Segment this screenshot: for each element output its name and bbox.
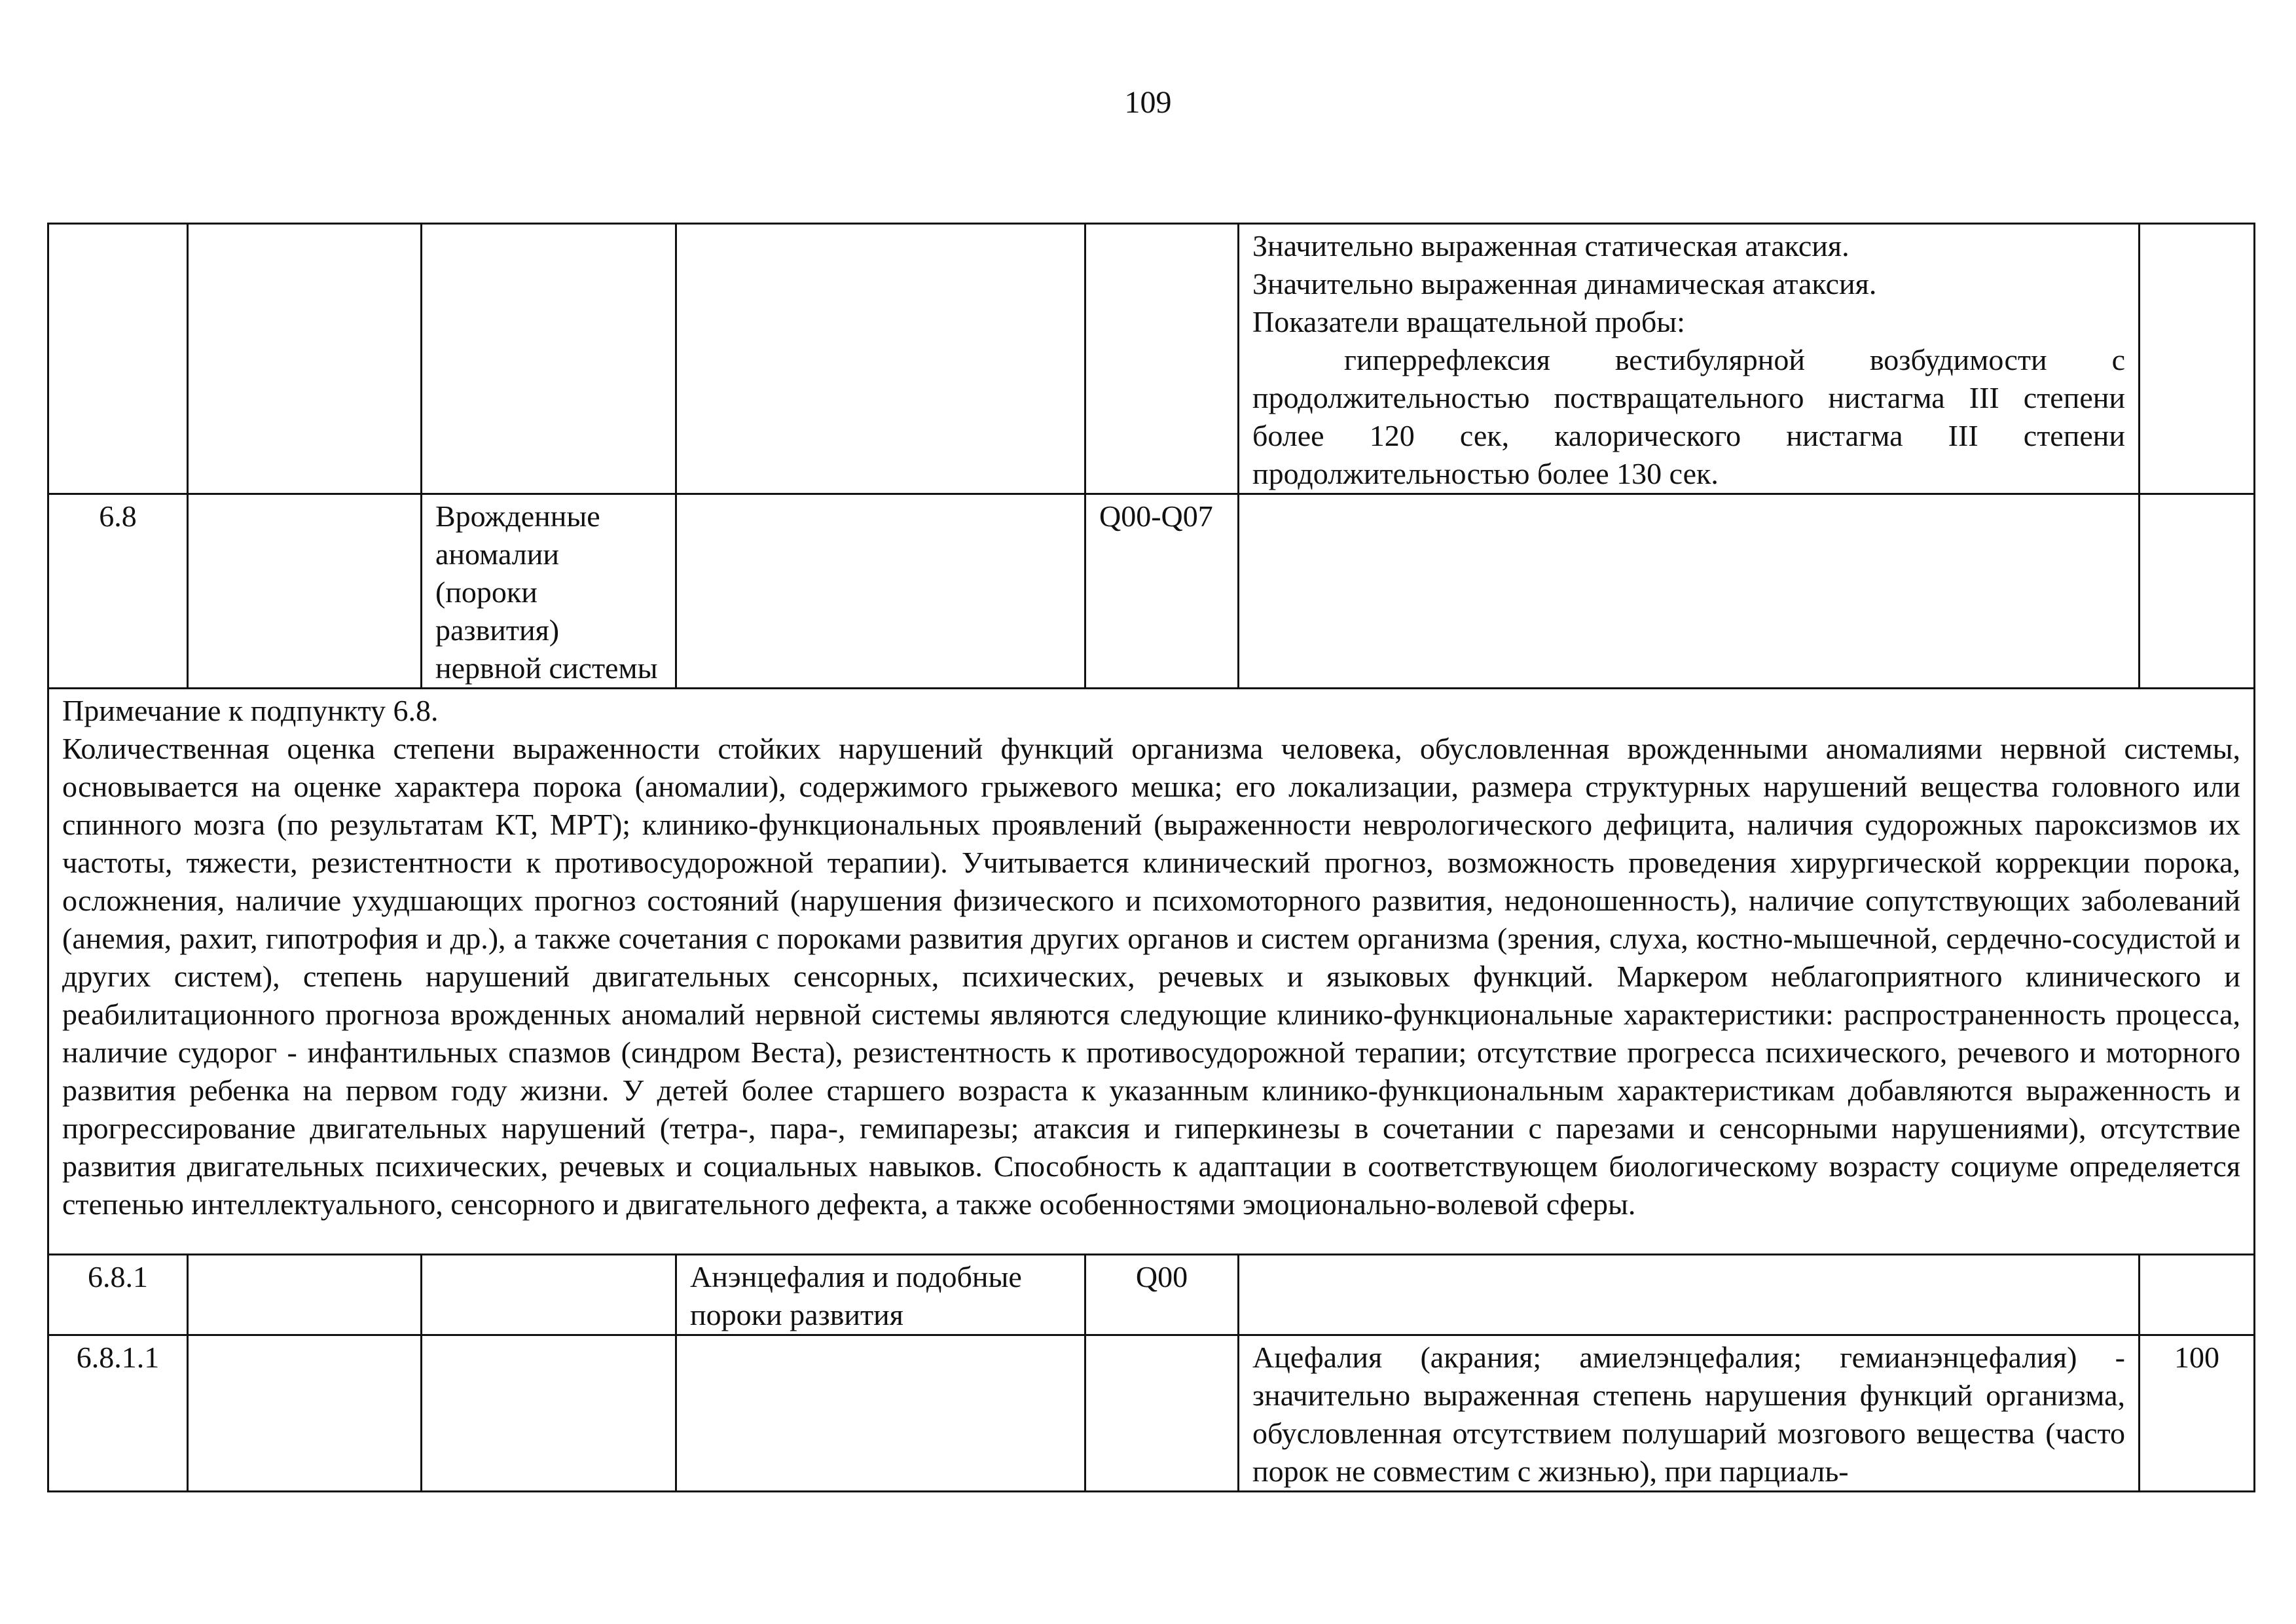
cell-empty	[422, 1335, 676, 1492]
cell-code	[1085, 1335, 1239, 1492]
note-text: Количественная оценка степени выраженности стойких нарушений функций организма человека, обусловленная врожденными аномалиями нервной системы, основывается на оценке характера порока (аномалии), содержимого грыжевого мешка; его локализации, размера структурных нарушений вещества головного или спинного мозга (по результатам КТ, МРТ); клинико-функциональных проявлений (выраженности неврологического дефицита, наличия судорожных пароксизмов их частоты, тяжести, резистентности к противосудорожной терапии). Учитывается клинический прогноз, возможность проведения хирургической коррекции порока, осложнения, наличие ухудшающих прогноз состояний (нарушения физического и психомоторного развития, недоношенность), наличие сопутствующих заболеваний (анемия, рахит, гипотрофия и др.), а также сочетания с пороками развития других органов и систем организма (зрения, слуха, костно-мышечной, сердечно-сосудистой и других систем), степень нарушений двигательных сенсорных, психических, речевых и языковых функций. Маркером неблагоприятного клинического и реабилитационного прогноза врожденных аномалий нервной системы являются следующие клинико-функциональные характеристики: распространенность процесса, наличие судорог - инфантильных спазмов (синдром Веста), резистентность к противосудорожной терапии; отсутствие прогресса психического, речевого и моторного развития ребенка на первом году жизни. У детей более старшего возраста к указанным клинико-функциональным характеристикам добавляются выраженность и прогрессирование двигательных нарушений (тетра-, пара-, гемипарезы; атаксия и гиперкинезы в сочетании с парезами и сенсорными нарушениями), отсутствие развития двигательных психических, речевых и социальных навыков. Способность к адаптации в соответствующем биологическому возрасту социуме определяется степенью интеллектуального, сенсорного и двигательного дефекта, а также особенностями эмоционально-волевой сферы.	[62, 732, 2240, 1221]
cell-percent	[2140, 1255, 2255, 1335]
note-title: Примечание к подпункту 6.8.	[62, 694, 439, 727]
cell-description	[1239, 494, 2140, 689]
cell-empty	[188, 494, 422, 689]
row-name: Врожденные аномалии (пороки развития) нервной системы	[422, 494, 676, 689]
cell-description	[1239, 1255, 2140, 1335]
cell-percent	[2140, 494, 2255, 689]
row-number: 6.8.1.1	[48, 1335, 188, 1492]
row-number: 6.8	[48, 494, 188, 689]
cell-number	[48, 224, 188, 494]
description-line: Значительно выраженная динамическая атаксия.	[1252, 267, 1877, 300]
row-code: Q00-Q07	[1085, 494, 1239, 689]
cell-empty	[422, 1255, 676, 1335]
cell-code	[1085, 224, 1239, 494]
row-description: Ацефалия (акрания; амиелэнцефалия; гемианэнцефалия) - значительно выраженная степень нарушения функций организма, обусловленная отсутствием полушарий мозгового вещества (часто порок не совместим с жизнью), при парциаль-	[1239, 1335, 2140, 1492]
cell-empty	[188, 1335, 422, 1492]
note-cell	[48, 689, 2255, 1255]
table-row-6-8-1	[48, 1255, 2255, 1335]
row-percent: 100	[2140, 1335, 2255, 1492]
cell-empty	[422, 224, 676, 494]
table-row-continuation	[48, 224, 2255, 494]
cell-percent	[2140, 224, 2255, 494]
description-indented-text: гиперрефлексия вестибулярной возбудимости с продолжительностью поствращательного нистагма III степени более 120 сек, калорического нистагма III степени продолжительностью более 130 сек.	[1252, 343, 2125, 490]
cell-empty	[188, 224, 422, 494]
page-number: 109	[1124, 85, 1172, 120]
table-row-6-8	[48, 494, 2255, 689]
document-table	[47, 223, 2255, 1492]
row-name: Анэнцефалия и подобные пороки развития	[676, 1255, 1085, 1335]
cell-description	[1239, 224, 2140, 494]
cell-empty	[676, 1335, 1085, 1492]
cell-empty	[676, 224, 1085, 494]
row-code: Q00	[1085, 1255, 1239, 1335]
cell-empty	[676, 494, 1085, 689]
row-number: 6.8.1	[48, 1255, 188, 1335]
table-row-6-8-1-1	[48, 1335, 2255, 1492]
cell-empty	[188, 1255, 422, 1335]
description-line: Показатели вращательной пробы:	[1252, 305, 1685, 338]
description-line: Значительно выраженная статическая атаксия.	[1252, 229, 1850, 262]
table-row-note	[48, 689, 2255, 1255]
